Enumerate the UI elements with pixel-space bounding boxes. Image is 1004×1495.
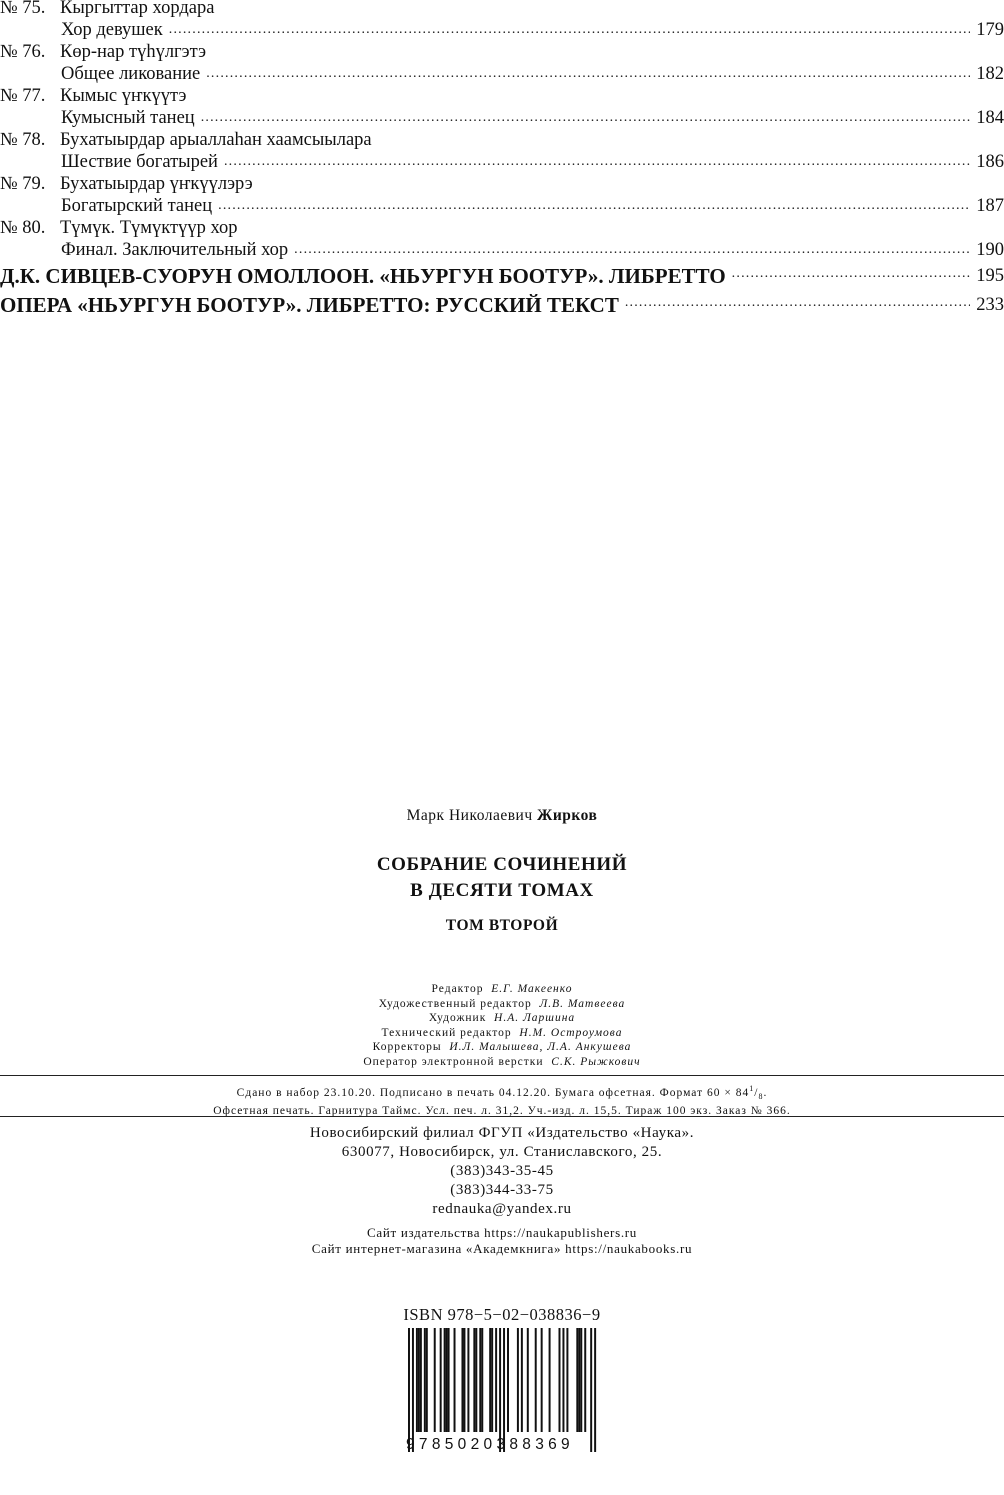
- volume-label: ТОМ ВТОРОЙ: [445, 917, 559, 934]
- barcode-bar: [434, 1328, 436, 1432]
- work-title-line-2: В ДЕСЯТИ ТОМАХ: [410, 880, 594, 901]
- toc-entry-yakut-title: Кымыс үҥкүүтэ: [60, 86, 187, 106]
- publisher-email[interactable]: rednauka@yandex.ru: [432, 1201, 572, 1217]
- imprint-line-1: [0, 1081, 1004, 1104]
- barcode-bar: [584, 1328, 586, 1432]
- credit-role: Технический редактор: [381, 1026, 512, 1039]
- toc-entry-heading: [0, 0, 1004, 19]
- format-denominator: 8: [758, 1092, 764, 1102]
- publisher-line: Новосибирский филиал ФГУП «Издательство «Наука».: [309, 1125, 695, 1141]
- credit-line: [0, 982, 1004, 997]
- toc-entry-number: № 80.: [0, 218, 46, 238]
- imprint-line-1-end: .: [763, 1086, 768, 1099]
- barcode-bar: [489, 1328, 491, 1432]
- website-line[interactable]: Сайт интернет-магазина «Академкнига» https://naukabooks.ru: [311, 1241, 693, 1256]
- barcode-digits: 9785020388369: [406, 1436, 574, 1453]
- barcode-bar: [467, 1328, 469, 1432]
- barcode-bar: [424, 1328, 426, 1432]
- barcode-bar: [527, 1328, 529, 1432]
- toc-page-number: 190: [976, 240, 1004, 260]
- toc-entry-russian-title: Общее ликование: [61, 64, 201, 84]
- barcode-bar: [408, 1328, 410, 1452]
- work-title: [0, 852, 1004, 904]
- toc-entry-yakut-title: Түмүк. Түмүктүүр хор: [60, 218, 238, 238]
- dot-leader: [224, 151, 970, 173]
- credit-line: [0, 997, 1004, 1012]
- barcode-bar: [416, 1328, 418, 1432]
- toc-page-number: 179: [976, 20, 1004, 40]
- barcode-bar: [517, 1328, 519, 1432]
- imprint-line-2: Офсетная печать. Гарнитура Таймс. Усл. печ. л. 31,2. Уч.-изд. л. 15,5. Тираж 100 экз. Заказ № 366.: [213, 1105, 791, 1118]
- barcode-bar: [412, 1328, 414, 1452]
- credit-name: Н.А. Ларшина: [494, 1012, 576, 1024]
- barcode-bar: [507, 1328, 509, 1432]
- toc-entry-yakut-title: Кыргыттар хордара: [60, 0, 215, 18]
- imprint-line-1-text: Сдано в набор 23.10.20. Подписано в печать 04.12.20. Бумага офсетная. Формат 60 × 84: [236, 1086, 750, 1099]
- toc-entry-russian-title: Кумысный танец: [61, 108, 195, 128]
- credit-name: Н.М. Остроумова: [519, 1026, 623, 1039]
- toc-entry-number: № 77.: [0, 86, 46, 106]
- dot-leader: [625, 292, 970, 318]
- credit-name: И.Л. Малышева, Л.А. Анкушева: [449, 1041, 632, 1053]
- barcode-bar: [418, 1328, 420, 1432]
- toc-section-title: Д.К. СИВЦЕВ-СУОРУН ОМОЛЛООН. «НЬУРГУН БООТУР». ЛИБРЕТТО: [0, 264, 726, 288]
- dot-leader: [206, 63, 970, 85]
- toc-entry-russian-title: Шествие богатырей: [61, 152, 218, 172]
- toc-page-number: 187: [976, 196, 1004, 216]
- toc-entry-yakut-title: Көр-нар түһүлгэтэ: [60, 42, 207, 62]
- barcode-bar: [521, 1328, 523, 1432]
- toc-entry-yakut-title: Бухатыырдар үҥкүүлэрэ: [60, 174, 253, 194]
- barcode-bar: [491, 1328, 493, 1432]
- toc-entry-heading: [0, 129, 1004, 151]
- toc-entry-heading: [0, 217, 1004, 239]
- imprint-block: [0, 1081, 1004, 1119]
- credits-block: [0, 982, 1004, 1069]
- barcode-bar: [535, 1328, 537, 1432]
- credit-line: [0, 1055, 1004, 1070]
- publisher-line: (383)344-33-75: [450, 1182, 554, 1198]
- barcode-bar: [475, 1328, 477, 1432]
- credit-line: [0, 1011, 1004, 1026]
- toc-section[interactable]: [0, 263, 1004, 289]
- toc-page-number: 182: [976, 64, 1004, 84]
- barcode-bar: [559, 1328, 561, 1432]
- credit-name: С.К. Рыжкович: [551, 1055, 641, 1068]
- credit-name: Е.Г. Макеенко: [491, 983, 573, 995]
- barcode-bar: [562, 1328, 564, 1432]
- toc-page-number: 195: [976, 266, 1004, 286]
- publisher-line: (383)343-35-45: [450, 1163, 554, 1179]
- toc-entry[interactable]: [0, 151, 1004, 173]
- toc-entry-heading: [0, 85, 1004, 107]
- toc-entry[interactable]: [0, 63, 1004, 85]
- toc-entry-russian-title: Хор девушек: [61, 20, 163, 40]
- dot-leader: [218, 195, 970, 217]
- toc-entry-number: № 76.: [0, 42, 46, 62]
- toc-section[interactable]: [0, 292, 1004, 318]
- author-given-name: Марк Николаевич: [406, 807, 533, 824]
- credit-role: Художественный редактор: [378, 997, 532, 1010]
- format-numerator: 1: [749, 1084, 755, 1093]
- barcode-bar: [566, 1328, 568, 1432]
- toc-page-number: 184: [976, 108, 1004, 128]
- author-line: [0, 807, 1004, 825]
- barcode-bar: [463, 1328, 465, 1432]
- credit-role: Корректоры: [372, 1041, 442, 1053]
- toc-entry[interactable]: [0, 239, 1004, 261]
- barcode-bar: [481, 1328, 483, 1432]
- credit-role: Художник: [428, 1012, 487, 1024]
- barcode-bar: [499, 1328, 501, 1452]
- barcode-bar: [576, 1328, 578, 1432]
- barcode-bar: [440, 1328, 442, 1432]
- dot-leader: [169, 19, 970, 41]
- dot-leader: [201, 107, 970, 129]
- barcode-bar: [594, 1328, 596, 1452]
- barcode-bar: [426, 1328, 428, 1432]
- website-line[interactable]: Сайт издательства https://naukapublishers.ru: [366, 1225, 638, 1240]
- toc-entry-russian-title: Богатырский танец: [61, 196, 213, 216]
- toc-entry-russian-title: Финал. Заключительный хор: [61, 240, 289, 260]
- barcode-bar: [580, 1328, 582, 1432]
- divider-top: [0, 1075, 1004, 1076]
- barcode-bar: [473, 1328, 475, 1432]
- barcode-bar: [503, 1328, 505, 1452]
- credit-role: Оператор электронной верстки: [363, 1055, 544, 1068]
- divider-bottom: [0, 1116, 1004, 1117]
- toc-entry[interactable]: [0, 107, 1004, 129]
- toc-section-title: ОПЕРА «НЬУРГУН БООТУР». ЛИБРЕТТО: РУССКИЙ ТЕКСТ: [0, 293, 619, 317]
- barcode-bar: [590, 1328, 592, 1452]
- credit-line: [0, 1026, 1004, 1041]
- author-surname: Жирков: [537, 807, 598, 824]
- barcode-bar: [444, 1328, 446, 1432]
- barcode-bar: [461, 1328, 463, 1432]
- publisher-block: [0, 1124, 1004, 1219]
- credit-role: Редактор: [431, 983, 484, 995]
- toc-page-number: 186: [976, 152, 1004, 172]
- credit-name: Л.В. Матвеева: [539, 997, 626, 1010]
- dot-leader: [732, 263, 970, 289]
- dot-leader: [294, 239, 970, 261]
- toc-entry[interactable]: [0, 195, 1004, 217]
- toc-entry-yakut-title: Бухатыырдар арыаллаһан хаамсыылара: [60, 130, 372, 150]
- barcode-bar: [420, 1328, 422, 1432]
- credit-line: [0, 1040, 1004, 1055]
- format-slash: /: [754, 1086, 759, 1099]
- publisher-line: 630077, Новосибирск, ул. Станиславского, 25.: [341, 1144, 663, 1160]
- toc-page-number: 233: [976, 295, 1004, 315]
- barcode-bar: [541, 1328, 543, 1432]
- toc-entry-number: № 78.: [0, 130, 46, 150]
- barcode-bar: [578, 1328, 580, 1432]
- toc-entry[interactable]: [0, 19, 1004, 41]
- toc-entry-number: № 79.: [0, 174, 46, 194]
- websites-block: [0, 1225, 1004, 1257]
- barcode-bar: [479, 1328, 481, 1432]
- barcode-bar: [495, 1328, 497, 1432]
- barcode-bar: [446, 1328, 448, 1432]
- toc-entry-number: № 75.: [0, 0, 46, 18]
- barcode-bar: [454, 1328, 456, 1432]
- barcode-bar: [448, 1328, 450, 1432]
- toc-entry-heading: [0, 41, 1004, 63]
- toc-entry-heading: [0, 173, 1004, 195]
- isbn-label: ISBN 978−5−02−038836−9: [403, 1305, 601, 1324]
- work-title-line-1: СОБРАНИЕ СОЧИНЕНИЙ: [376, 854, 628, 875]
- barcode-bar: [549, 1328, 551, 1432]
